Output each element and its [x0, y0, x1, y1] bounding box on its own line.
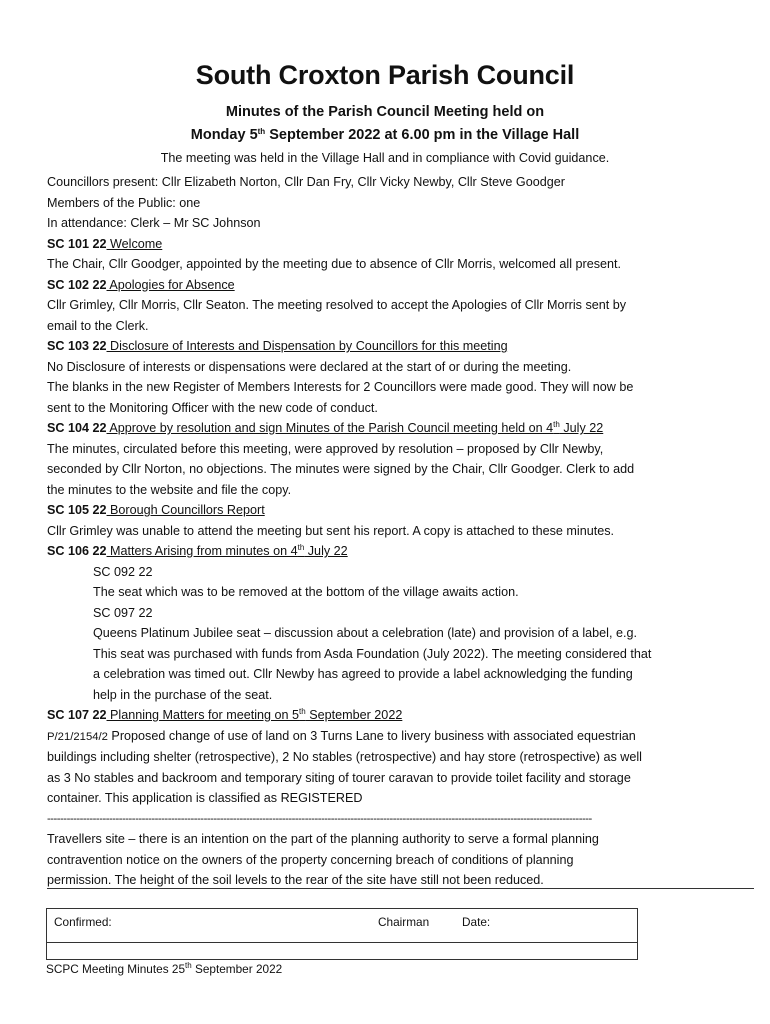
- item-text-sc102: email to the Clerk.: [47, 318, 149, 333]
- application-reference: P/21/2154/2: [47, 730, 108, 743]
- item-text-sc103: sent to the Monitoring Officer with the new code of conduct.: [47, 400, 378, 415]
- divider-line: [47, 888, 754, 889]
- minutes-body: [47, 172, 727, 891]
- item-text-sc105: Cllr Grimley was unable to attend the meeting but sent his report. A copy is attached to these minutes.: [47, 523, 615, 538]
- travellers-text: permission. The height of the soil levels to the rear of the site have still not been reduced.: [47, 873, 544, 887]
- signature-row: [47, 909, 637, 943]
- dashed-separator: -----------------------------------------------------------------------------------------------------------------------------------------------------------------------: [47, 812, 592, 825]
- minutes-subtitle: Minutes of the Parish Council Meeting held on: [225, 104, 545, 120]
- item-heading-sc104: SC 104 22 Approve by resolution and sign Minutes of the Parish Council meeting held on 4th July 22: [47, 420, 604, 435]
- item-text-sc103: The blanks in the new Register of Members Interests for 2 Councillors were made good. They will now be: [47, 380, 634, 394]
- item-heading-sc106: SC 106 22 Matters Arising from minutes on 4th July 22: [47, 543, 348, 558]
- members-of-public: Members of the Public: one: [47, 195, 201, 210]
- item-text-sc101: The Chair, Cllr Goodger, appointed by the meeting due to absence of Cllr Morris, welcomed all present.: [47, 257, 622, 271]
- page-title: South Croxton Parish Council: [195, 60, 575, 90]
- item-heading-sc102: SC 102 22 Apologies for Absence: [47, 277, 235, 292]
- travellers-text: contravention notice on the owners of the property concerning breach of conditions of planning: [47, 852, 574, 867]
- signature-box: [46, 908, 638, 960]
- in-attendance: In attendance: Clerk – Mr SC Johnson: [47, 216, 261, 230]
- item-heading-sc105: SC 105 22 Borough Councillors Report: [47, 503, 265, 517]
- councillors-present: Councillors present: Cllr Elizabeth Norton, Cllr Dan Fry, Cllr Vicky Newby, Cllr Steve Goodger: [47, 175, 565, 189]
- matter-text: a celebration was timed out. Cllr Newby has agreed to provide a label acknowledging the funding: [93, 667, 633, 681]
- item-text-sc104: the minutes to the website and file the copy.: [47, 482, 292, 497]
- intro-text: The meeting was held in the Village Hall and in compliance with Covid guidance.: [160, 151, 610, 165]
- planning-application: P/21/2154/2 Proposed change of use of land on 3 Turns Lane to livery business with associated equestrian: [47, 728, 636, 743]
- item-heading-sc101: SC 101 22 Welcome: [47, 236, 163, 251]
- meeting-date-line: Monday 5th September 2022 at 6.00 pm in the Village Hall: [190, 127, 580, 143]
- matter-text: Queens Platinum Jubilee seat – discussion about a celebration (late) and provision of a label, e.g.: [93, 626, 637, 640]
- matter-text: The seat which was to be removed at the bottom of the village awaits action.: [93, 585, 519, 599]
- item-heading-sc107: SC 107 22 Planning Matters for meeting on 5th September 2022: [47, 707, 403, 722]
- matter-ref: SC 092 22: [93, 564, 153, 579]
- travellers-text: Travellers site – there is an intention on the part of the planning authority to serve a formal planning: [47, 832, 599, 846]
- chairman-label: Chairman: [378, 915, 430, 929]
- item-text-sc103: No Disclosure of interests or dispensations were declared at the start of or during the meeting.: [47, 359, 572, 374]
- item-heading-sc103: SC 103 22 Disclosure of Interests and Dispensation by Councillors for this meeting: [47, 339, 508, 353]
- page-footer: SCPC Meeting Minutes 25th September 2022: [46, 961, 283, 976]
- planning-text: as 3 No stables and backroom and temporary siting of tourer caravan to provide toilet facility and storage: [47, 770, 631, 785]
- planning-text: buildings including shelter (retrospective), 2 No stables (retrospective) and hay store (retrospective) as well: [47, 750, 642, 764]
- planning-text: container. This application is classified as REGISTERED: [47, 791, 363, 805]
- item-text-sc104: The minutes, circulated before this meeting, were approved by resolution – proposed by Cllr Newby,: [47, 441, 604, 456]
- matter-text: help in the purchase of the seat.: [93, 687, 273, 702]
- confirmed-label: Confirmed:: [54, 915, 112, 929]
- matter-text: This seat was purchased with funds from Asda Foundation (July 2022). The meeting considered that: [93, 646, 652, 661]
- item-text-sc104: seconded by Cllr Norton, no objections. The minutes were signed by the Chair, Cllr Goodger. Clerk to add: [47, 462, 635, 476]
- item-text-sc102: Cllr Grimley, Cllr Morris, Cllr Seaton. The meeting resolved to accept the Apologies of Cllr Morris sent by: [47, 298, 627, 312]
- date-label: Date:: [462, 915, 491, 929]
- matter-ref: SC 097 22: [93, 605, 153, 620]
